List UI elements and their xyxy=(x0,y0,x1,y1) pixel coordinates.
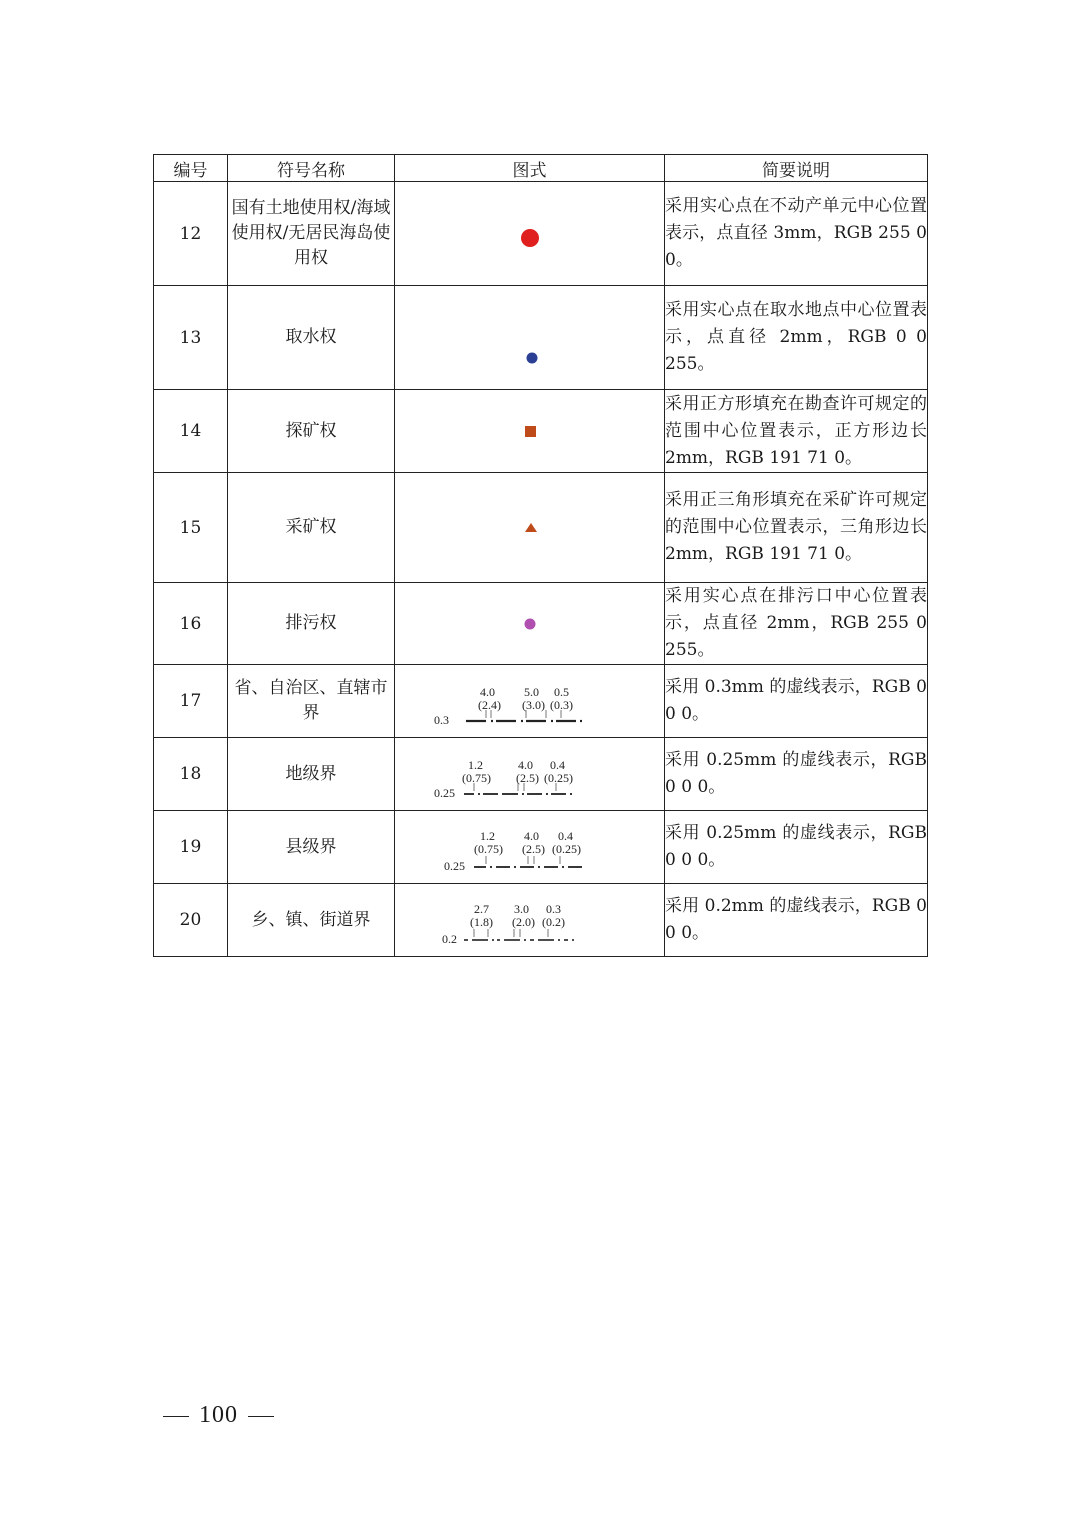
dot-length-label: 0.5 xyxy=(553,685,569,699)
line-width-label: 0.25 xyxy=(433,786,455,800)
dot-length-alt-label: (0.25) xyxy=(551,842,581,856)
row-number: 13 xyxy=(154,286,228,390)
gap-length-label: 4.0 xyxy=(517,758,533,772)
row-number: 20 xyxy=(154,884,228,957)
table-header-row xyxy=(154,155,928,182)
row-description: 采用实心点在排污口中心位置表示，点直径 2mm，RGB 255 0 255。 xyxy=(665,583,928,665)
table-row xyxy=(154,583,928,665)
segment-length-label: 2.7 xyxy=(473,902,489,916)
segment-length-alt-label: (0.75) xyxy=(473,842,503,856)
row-description: 采用 0.25mm 的虚线表示，RGB 0 0 0。 xyxy=(665,738,928,811)
table-row xyxy=(154,811,928,884)
header-description: 简要说明 xyxy=(665,155,928,182)
row-name: 乡、镇、街道界 xyxy=(228,884,395,957)
gap-length-alt-label: (2.5) xyxy=(515,771,539,785)
header-figure: 图式 xyxy=(395,155,665,182)
dot-length-label: 0.3 xyxy=(545,902,561,916)
row-number: 17 xyxy=(154,665,228,738)
gap-length-alt-label: (2.0) xyxy=(511,915,535,929)
row-name: 探矿权 xyxy=(228,390,395,473)
dashed-boundary-line xyxy=(430,820,630,874)
dashed-boundary-line xyxy=(430,674,630,728)
dashed-boundary-line xyxy=(430,893,630,947)
segment-length-label: 1.2 xyxy=(479,829,495,843)
row-description: 采用实心点在不动产单元中心位置表示，点直径 3mm，RGB 255 0 0。 xyxy=(665,182,928,286)
row-description: 采用 0.3mm 的虚线表示，RGB 0 0 0。 xyxy=(665,665,928,738)
page-number-dash xyxy=(248,1416,274,1417)
filled-square-icon xyxy=(510,416,550,446)
row-number: 18 xyxy=(154,738,228,811)
symbol-table xyxy=(153,154,928,957)
filled-circle-icon xyxy=(510,609,550,639)
row-number: 12 xyxy=(154,182,228,286)
table-row xyxy=(154,473,928,583)
row-name: 采矿权 xyxy=(228,473,395,583)
row-name: 取水权 xyxy=(228,286,395,390)
dot-length-alt-label: (0.3) xyxy=(549,698,573,712)
row-number: 19 xyxy=(154,811,228,884)
page-number-dash xyxy=(163,1416,189,1417)
row-number: 16 xyxy=(154,583,228,665)
gap-length-label: 4.0 xyxy=(523,829,539,843)
row-description: 采用 0.2mm 的虚线表示，RGB 0 0 0。 xyxy=(665,884,928,957)
gap-length-alt-label: (3.0) xyxy=(521,698,545,712)
row-name: 地级界 xyxy=(228,738,395,811)
table-row xyxy=(154,665,928,738)
segment-length-alt-label: (1.8) xyxy=(469,915,493,929)
segment-length-alt-label: (0.75) xyxy=(461,771,491,785)
gap-length-alt-label: (2.5) xyxy=(521,842,545,856)
row-description: 采用实心点在取水地点中心位置表示，点直径 2mm，RGB 0 0 255。 xyxy=(665,286,928,390)
table-row xyxy=(154,182,928,286)
dashed-boundary-line xyxy=(430,747,630,801)
dot-length-label: 0.4 xyxy=(557,829,573,843)
line-width-label: 0.3 xyxy=(433,713,449,727)
dot-length-alt-label: (0.25) xyxy=(543,771,573,785)
dot-length-alt-label: (0.2) xyxy=(541,915,565,929)
table-row xyxy=(154,884,928,957)
row-description: 采用 0.25mm 的虚线表示，RGB 0 0 0。 xyxy=(665,811,928,884)
gap-length-label: 3.0 xyxy=(513,902,529,916)
table-row xyxy=(154,738,928,811)
table-row xyxy=(154,286,928,390)
page-number-value: 100 xyxy=(199,1402,238,1428)
dot-length-label: 0.4 xyxy=(549,758,565,772)
row-name: 县级界 xyxy=(228,811,395,884)
segment-length-label: 1.2 xyxy=(467,758,483,772)
row-name: 排污权 xyxy=(228,583,395,665)
row-description: 采用正三角形填充在采矿许可规定的范围中心位置表示，三角形边长 2mm，RGB 191 71 0。 xyxy=(665,473,928,583)
header-symbol-name: 符号名称 xyxy=(228,155,395,182)
row-number: 15 xyxy=(154,473,228,583)
line-width-label: 0.2 xyxy=(441,932,457,946)
row-name: 省、自治区、直辖市界 xyxy=(228,665,395,738)
filled-circle-icon xyxy=(510,214,550,254)
filled-triangle-icon xyxy=(510,513,550,543)
filled-circle-icon xyxy=(510,308,550,368)
header-number: 编号 xyxy=(154,155,228,182)
row-description: 采用正方形填充在勘查许可规定的范围中心位置表示，正方形边长 2mm，RGB 191 71 0。 xyxy=(665,390,928,473)
page-number xyxy=(153,1402,284,1429)
row-number: 14 xyxy=(154,390,228,473)
segment-length-alt-label: (2.4) xyxy=(477,698,501,712)
line-width-label: 0.25 xyxy=(443,859,465,873)
row-name: 国有土地使用权/海域使用权/无居民海岛使用权 xyxy=(228,182,395,286)
gap-length-label: 5.0 xyxy=(523,685,539,699)
segment-length-label: 4.0 xyxy=(479,685,495,699)
table-row xyxy=(154,390,928,473)
